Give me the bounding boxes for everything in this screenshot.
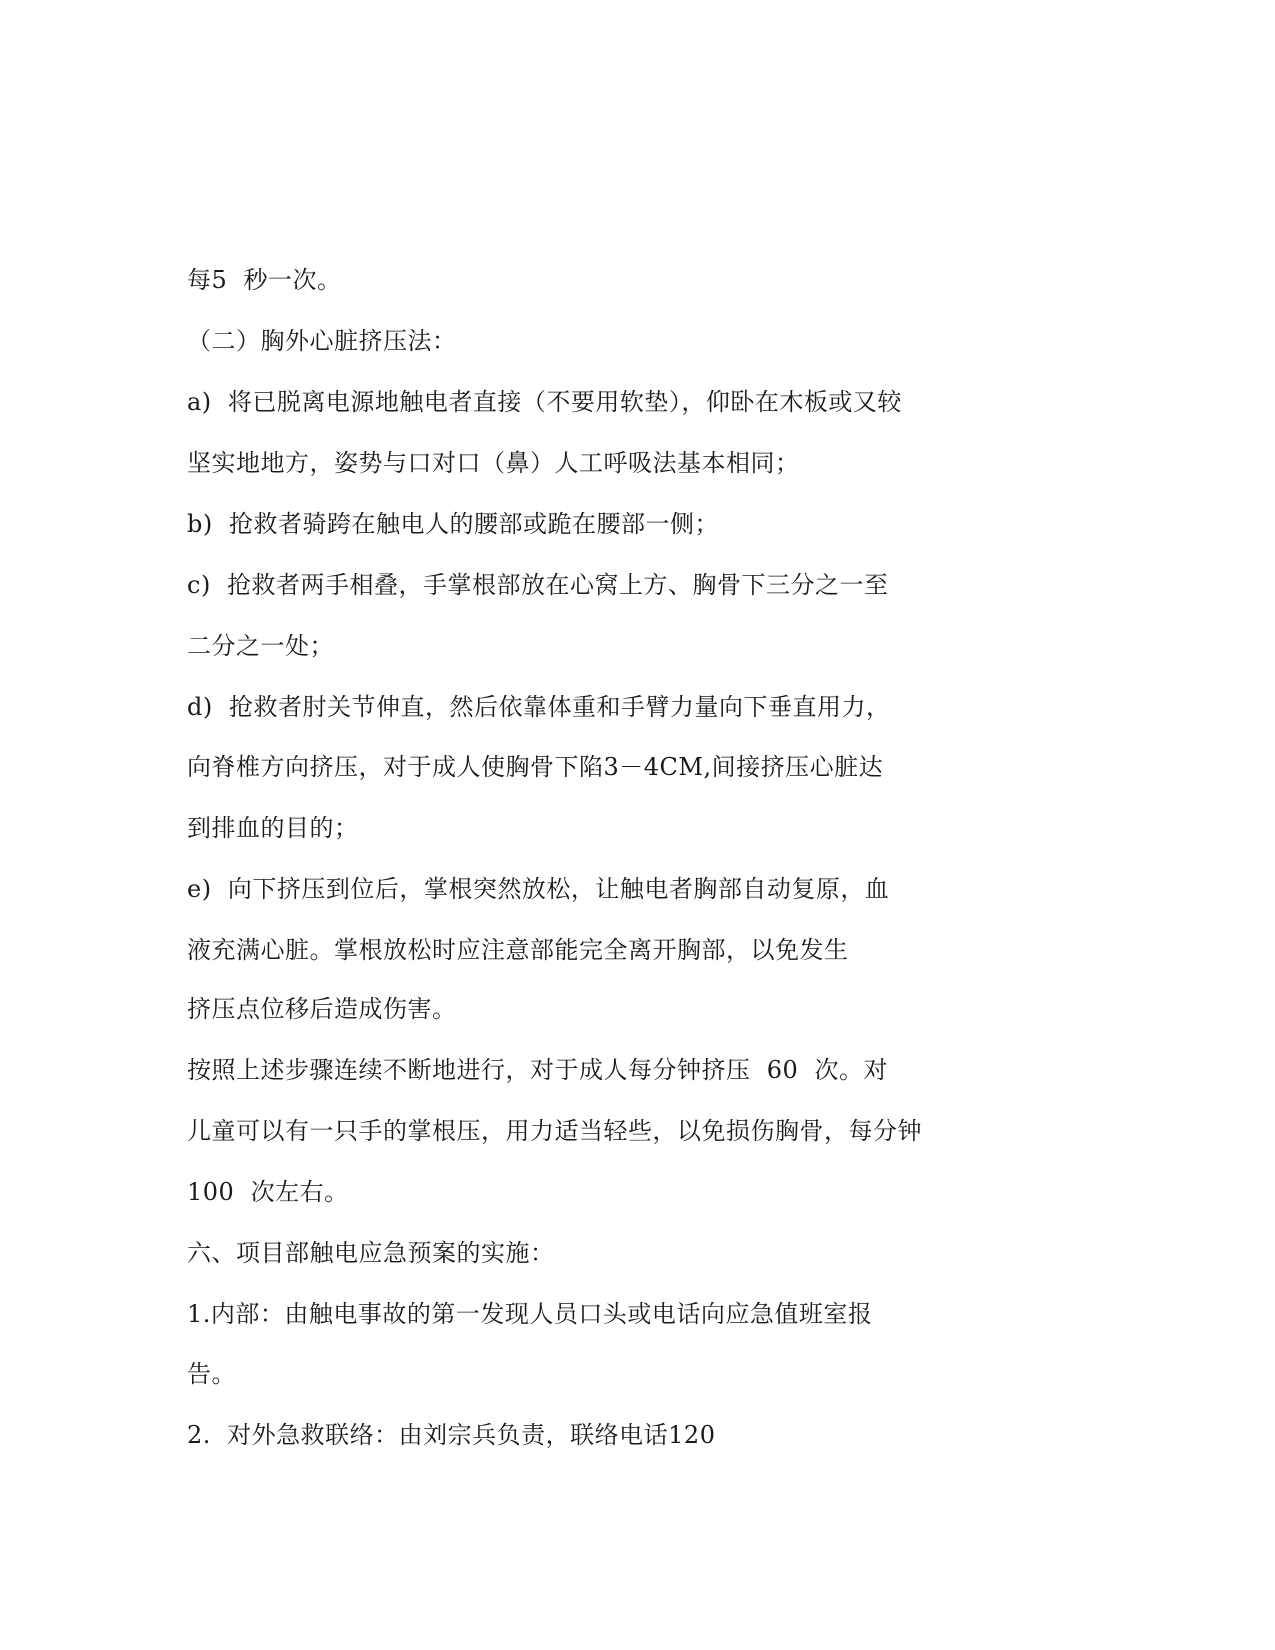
section-heading: （二）胸外心脏挤压法： [187, 327, 457, 355]
text-line: 1.内部：由触电事故的第一发现人员口头或电话向应急值班室报 [187, 1300, 873, 1328]
text-line: 坚实地地方，姿势与口对口（鼻）人工呼吸法基本相同； [187, 449, 800, 477]
text-line: 二分之一处； [187, 632, 334, 660]
text-line: 每5 秒一次。 [187, 266, 342, 294]
text-line: 2. 对外急救联络：由刘宗兵负责，联络电话120 [187, 1421, 716, 1449]
text-line: 液充满心脏。掌根放松时应注意部能完全离开胸部，以免发生 [187, 936, 849, 964]
text-line: 挤压点位移后造成伤害。 [187, 995, 457, 1023]
text-line: b) 抢救者骑跨在触电人的腰部或跪在腰部一侧； [187, 510, 719, 538]
text-line: 100 次左右。 [187, 1178, 349, 1206]
text-line: 到排血的目的； [187, 814, 359, 842]
text-line: d) 抢救者肘关节伸直，然后依靠体重和手臂力量向下垂直用力， [187, 693, 891, 721]
text-line: a) 将已脱离电源地触电者直接（不要用软垫），仰卧在木板或又较 [187, 388, 902, 416]
text-line: 告。 [187, 1360, 236, 1388]
text-line: e) 向下挤压到位后，掌根突然放松，让触电者胸部自动复原，血 [187, 875, 890, 903]
text-line: c) 抢救者两手相叠，手掌根部放在心窝上方、胸骨下三分之一至 [187, 571, 889, 599]
text-line: 儿童可以有一只手的掌根压，用力适当轻些，以免损伤胸骨，每分钟 [187, 1117, 922, 1145]
text-line: 按照上述步骤连续不断地进行，对于成人每分钟挤压 60 次。对 [187, 1056, 889, 1084]
text-line: 向脊椎方向挤压，对于成人使胸骨下陷3－4CM,间接挤压心脏达 [187, 753, 884, 781]
section-heading: 六、项目部触电应急预案的实施： [187, 1239, 555, 1267]
